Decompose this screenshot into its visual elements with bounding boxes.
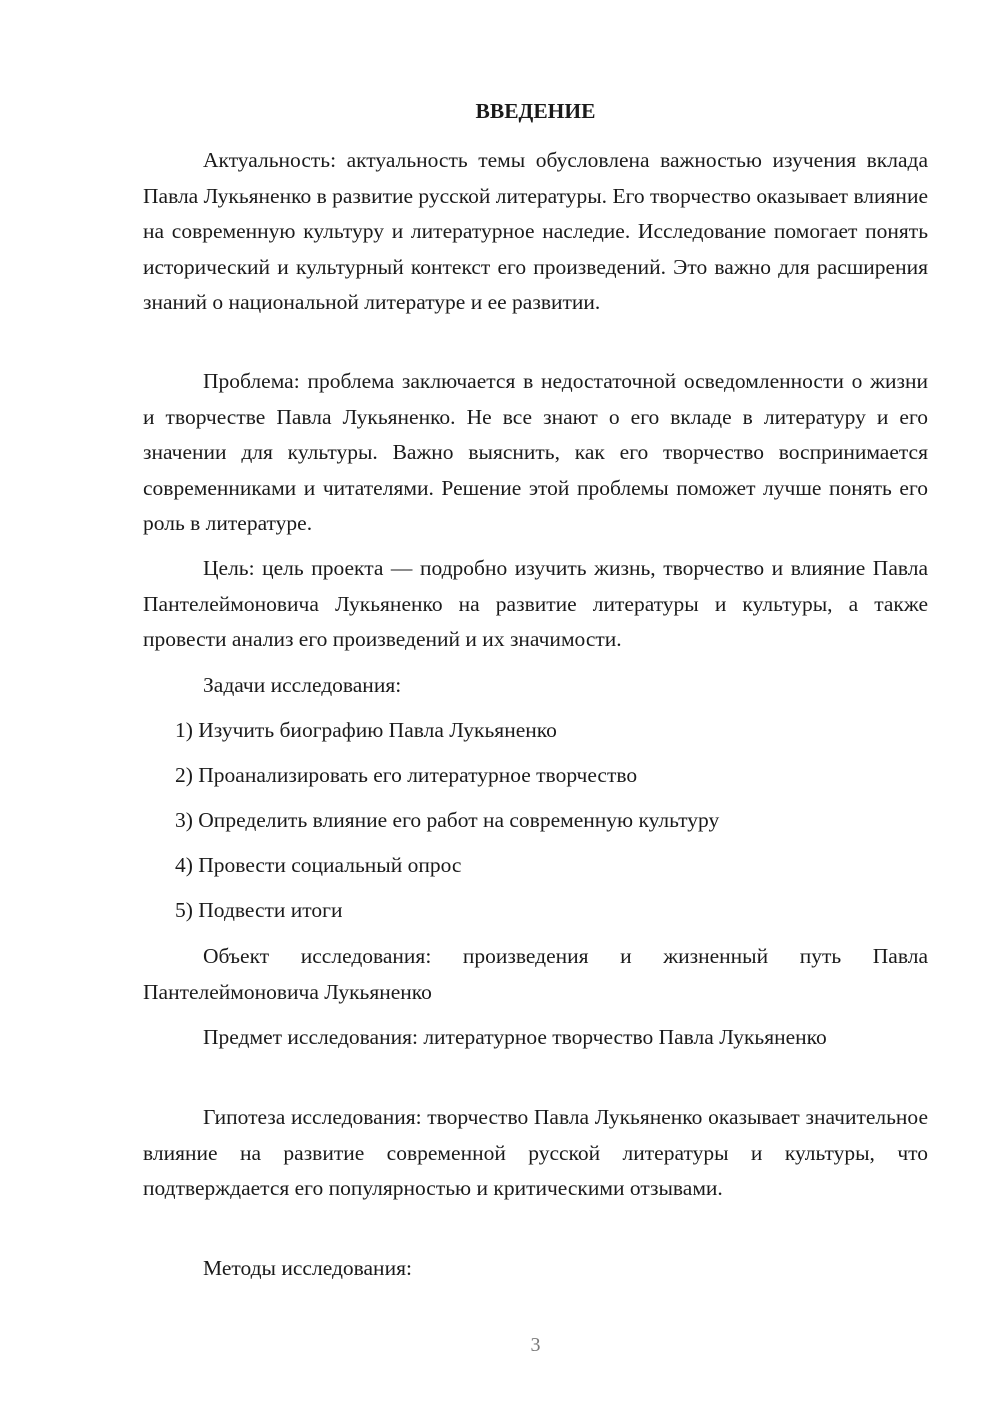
list-item: 1) Изучить биографию Павла Лукьяненко (175, 718, 557, 742)
paragraph-object: Объект исследования: произведения и жизненный путь Павла Пантелеймоновича Лукьяненко (143, 944, 928, 1004)
list-item: 4) Провести социальный опрос (175, 853, 462, 877)
paragraph-subject: Предмет исследования: литературное творчество Павла Лукьяненко (203, 1025, 827, 1049)
tasks-heading: Задачи исследования: (203, 673, 402, 697)
paragraph-relevance: Актуальность: актуальность темы обусловлена важностью изучения вклада Павла Лукьяненко в развитие русской литературы. Его творчество оказывает влияние на современную культуру и литературное наследие. Исследование помогает понять исторический и культурный контекст его произведений. Это важно для расширения знаний о национальной литературе и ее развитии. (143, 148, 928, 314)
list-item: 5) Подвести итоги (175, 898, 343, 922)
page-number: 3 (530, 1334, 541, 1356)
list-item: 2) Проанализировать его литературное творчество (175, 763, 638, 787)
methods-heading: Методы исследования: (203, 1256, 412, 1280)
list-item: 3) Определить влияние его работ на современную культуру (175, 808, 720, 832)
paragraph-goal: Цель: цель проекта — подробно изучить жизнь, творчество и влияние Павла Пантелеймоновича Лукьяненко на развитие литературы и культуры, а также провести анализ его произведений и их значимости. (143, 556, 928, 651)
page-title: ВВЕДЕНИЕ (475, 99, 596, 123)
paragraph-problem: Проблема: проблема заключается в недостаточной осведомленности о жизни и творчестве Павла Лукьяненко. Не все знают о его вкладе в литературу и его значении для культуры. Важно выяснить, как его творчество воспринимается современниками и читателями. Решение этой проблемы поможет лучше понять его роль в литературе. (143, 369, 928, 535)
paragraph-hypothesis: Гипотеза исследования: творчество Павла Лукьяненко оказывает значительное влияние на развитие современной русской литературы и культуры, что подтверждается его популярностью и критическими отзывами. (143, 1105, 928, 1200)
